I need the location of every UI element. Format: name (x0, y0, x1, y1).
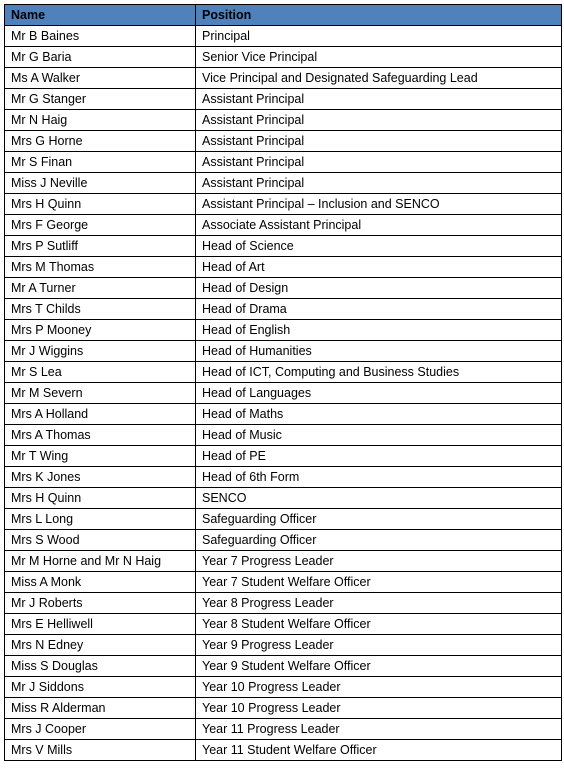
cell-name: Mrs A Thomas (5, 425, 196, 446)
cell-position: Year 9 Progress Leader (196, 635, 562, 656)
table-row (5, 89, 562, 110)
cell-position: Safeguarding Officer (196, 530, 562, 551)
cell-position: Year 8 Progress Leader (196, 593, 562, 614)
cell-position: Head of Maths (196, 404, 562, 425)
table-row (5, 68, 562, 89)
table-row (5, 593, 562, 614)
cell-name: Mr S Finan (5, 152, 196, 173)
table-row (5, 614, 562, 635)
cell-position: Head of English (196, 320, 562, 341)
cell-name: Mrs P Sutliff (5, 236, 196, 257)
cell-name: Mrs V Mills (5, 740, 196, 761)
table-header (5, 5, 562, 26)
table-row (5, 425, 562, 446)
cell-position: Assistant Principal (196, 152, 562, 173)
cell-position: Year 11 Progress Leader (196, 719, 562, 740)
table-row (5, 278, 562, 299)
cell-name: Miss R Alderman (5, 698, 196, 719)
cell-position: Head of Drama (196, 299, 562, 320)
cell-position: Head of Science (196, 236, 562, 257)
table-row (5, 509, 562, 530)
column-header-name: Name (5, 5, 196, 26)
cell-position: Assistant Principal (196, 173, 562, 194)
cell-position: Principal (196, 26, 562, 47)
cell-position: Senior Vice Principal (196, 47, 562, 68)
cell-position: Head of PE (196, 446, 562, 467)
cell-name: Mrs E Helliwell (5, 614, 196, 635)
table-row (5, 152, 562, 173)
column-header-position: Position (196, 5, 562, 26)
cell-position: Head of Humanities (196, 341, 562, 362)
cell-name: Mr J Wiggins (5, 341, 196, 362)
cell-name: Mrs M Thomas (5, 257, 196, 278)
table-row (5, 320, 562, 341)
table-body (5, 26, 562, 761)
cell-position: Vice Principal and Designated Safeguarding Lead (196, 68, 562, 89)
cell-name: Mr J Siddons (5, 677, 196, 698)
table-row (5, 404, 562, 425)
cell-name: Mr B Baines (5, 26, 196, 47)
cell-position: Year 7 Progress Leader (196, 551, 562, 572)
table-row (5, 236, 562, 257)
cell-name: Mrs H Quinn (5, 194, 196, 215)
cell-name: Mr M Horne and Mr N Haig (5, 551, 196, 572)
cell-position: Year 11 Student Welfare Officer (196, 740, 562, 761)
table-row (5, 677, 562, 698)
table-row (5, 341, 562, 362)
table-row (5, 635, 562, 656)
cell-name: Mr A Turner (5, 278, 196, 299)
staff-table (4, 4, 562, 761)
table-row (5, 47, 562, 68)
cell-position: Year 8 Student Welfare Officer (196, 614, 562, 635)
table-row (5, 194, 562, 215)
cell-position: Year 10 Progress Leader (196, 698, 562, 719)
cell-name: Mrs F George (5, 215, 196, 236)
table-row (5, 26, 562, 47)
cell-name: Mrs K Jones (5, 467, 196, 488)
cell-name: Mr G Stanger (5, 89, 196, 110)
cell-name: Mrs L Long (5, 509, 196, 530)
table-row (5, 572, 562, 593)
cell-position: Head of ICT, Computing and Business Studies (196, 362, 562, 383)
cell-position: SENCO (196, 488, 562, 509)
cell-name: Mrs G Horne (5, 131, 196, 152)
cell-position: Head of Art (196, 257, 562, 278)
table-row (5, 488, 562, 509)
table-row (5, 467, 562, 488)
cell-name: Mrs T Childs (5, 299, 196, 320)
cell-name: Mr S Lea (5, 362, 196, 383)
cell-name: Miss S Douglas (5, 656, 196, 677)
table-row (5, 257, 562, 278)
cell-name: Miss J Neville (5, 173, 196, 194)
cell-position: Year 9 Student Welfare Officer (196, 656, 562, 677)
cell-position: Assistant Principal (196, 131, 562, 152)
cell-name: Mr T Wing (5, 446, 196, 467)
cell-name: Miss A Monk (5, 572, 196, 593)
table-row (5, 131, 562, 152)
cell-name: Mrs H Quinn (5, 488, 196, 509)
cell-position: Associate Assistant Principal (196, 215, 562, 236)
cell-position: Safeguarding Officer (196, 509, 562, 530)
cell-position: Head of Design (196, 278, 562, 299)
cell-position: Assistant Principal (196, 89, 562, 110)
table-row (5, 110, 562, 131)
table-row (5, 656, 562, 677)
table-row (5, 383, 562, 404)
cell-name: Mr J Roberts (5, 593, 196, 614)
table-row (5, 551, 562, 572)
table-row (5, 173, 562, 194)
table-row (5, 719, 562, 740)
table-row (5, 215, 562, 236)
table-row (5, 530, 562, 551)
table-row (5, 740, 562, 761)
table-row (5, 362, 562, 383)
header-row (5, 5, 562, 26)
cell-position: Year 10 Progress Leader (196, 677, 562, 698)
cell-name: Mrs A Holland (5, 404, 196, 425)
cell-position: Head of 6th Form (196, 467, 562, 488)
cell-name: Mr N Haig (5, 110, 196, 131)
cell-name: Mrs J Cooper (5, 719, 196, 740)
cell-position: Head of Music (196, 425, 562, 446)
cell-name: Mrs S Wood (5, 530, 196, 551)
cell-position: Assistant Principal (196, 110, 562, 131)
cell-position: Year 7 Student Welfare Officer (196, 572, 562, 593)
cell-position: Assistant Principal – Inclusion and SENCO (196, 194, 562, 215)
table-row (5, 446, 562, 467)
cell-name: Ms A Walker (5, 68, 196, 89)
table-row (5, 299, 562, 320)
cell-name: Mr M Severn (5, 383, 196, 404)
table-row (5, 698, 562, 719)
cell-position: Head of Languages (196, 383, 562, 404)
cell-name: Mr G Baria (5, 47, 196, 68)
cell-name: Mrs P Mooney (5, 320, 196, 341)
cell-name: Mrs N Edney (5, 635, 196, 656)
